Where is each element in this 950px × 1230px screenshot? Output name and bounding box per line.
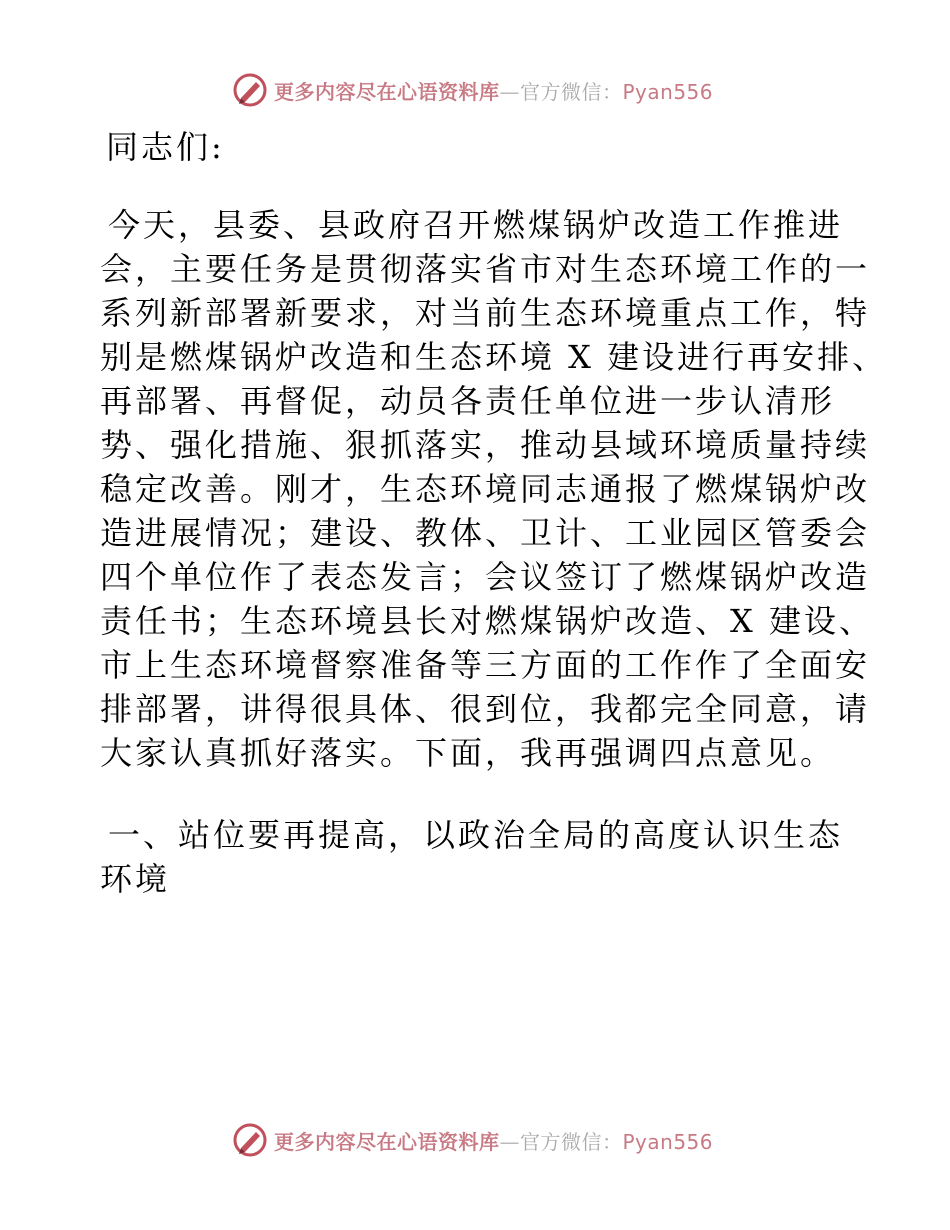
paragraph-line: 造进展情况；建设、教体、卫计、工业园区管委会 [100,514,871,552]
watermark-banner-bottom [232,1120,752,1160]
paragraph-line: 今天，县委、县政府召开燃煤锅炉改造工作推进 [108,206,844,244]
document-body [100,122,888,902]
paragraph-line: 再部署、再督促，动员各责任单位进一步认清形 [100,382,836,420]
pen-logo-icon [232,1122,268,1158]
heading-line: 环境 [100,860,171,898]
watermark-wechat-label: 官方微信： [520,79,623,104]
paragraph-line: 系列新部署新要求，对当前生态环境重点工作，特 [100,294,871,332]
paragraph-1 [100,204,888,776]
heading-line: 一、站位要再提高，以政治全局的高度认识生态 [108,816,844,854]
watermark-text [274,1126,713,1155]
watermark-site-name: 更多内容尽在心语资料库 [274,79,500,104]
paragraph-line: 会，主要任务是贯彻落实省市对生态环境工作的一 [100,250,871,288]
section-heading-1 [100,814,860,902]
watermark-banner-top [232,70,752,110]
watermark-wechat-id: Pyan556 [622,1129,714,1154]
watermark-site-name: 更多内容尽在心语资料库 [274,1129,500,1154]
paragraph-line: 大家认真抓好落实。下面，我再强调四点意见。 [100,734,836,772]
watermark-wechat-label: 官方微信： [520,1129,623,1154]
paragraph-line: 责任书；生态环境县长对燃煤锅炉改造、X 建设、 [100,602,874,640]
paragraph-line: 稳定改善。刚才，生态环境同志通报了燃煤锅炉改 [100,470,871,508]
watermark-dash: — [499,1129,520,1154]
watermark-dash: — [499,79,520,104]
paragraph-line: 四个单位作了表态发言；会议签订了燃煤锅炉改造 [100,558,871,596]
paragraph-line: 市上生态环境督察准备等三方面的工作作了全面安 [100,646,871,684]
watermark-wechat-id: Pyan556 [622,79,714,104]
greeting: 同志们: [106,128,225,166]
pen-logo-icon [232,72,268,108]
paragraph-line: 排部署，讲得很具体、很到位，我都完全同意，请 [100,690,871,728]
watermark-text [274,76,713,105]
paragraph-line: 别是燃煤锅炉改造和生态环境 X 建设进行再安排、 [100,338,888,376]
paragraph-line: 势、强化措施、狠抓落实，推动县域环境质量持续 [100,426,871,464]
